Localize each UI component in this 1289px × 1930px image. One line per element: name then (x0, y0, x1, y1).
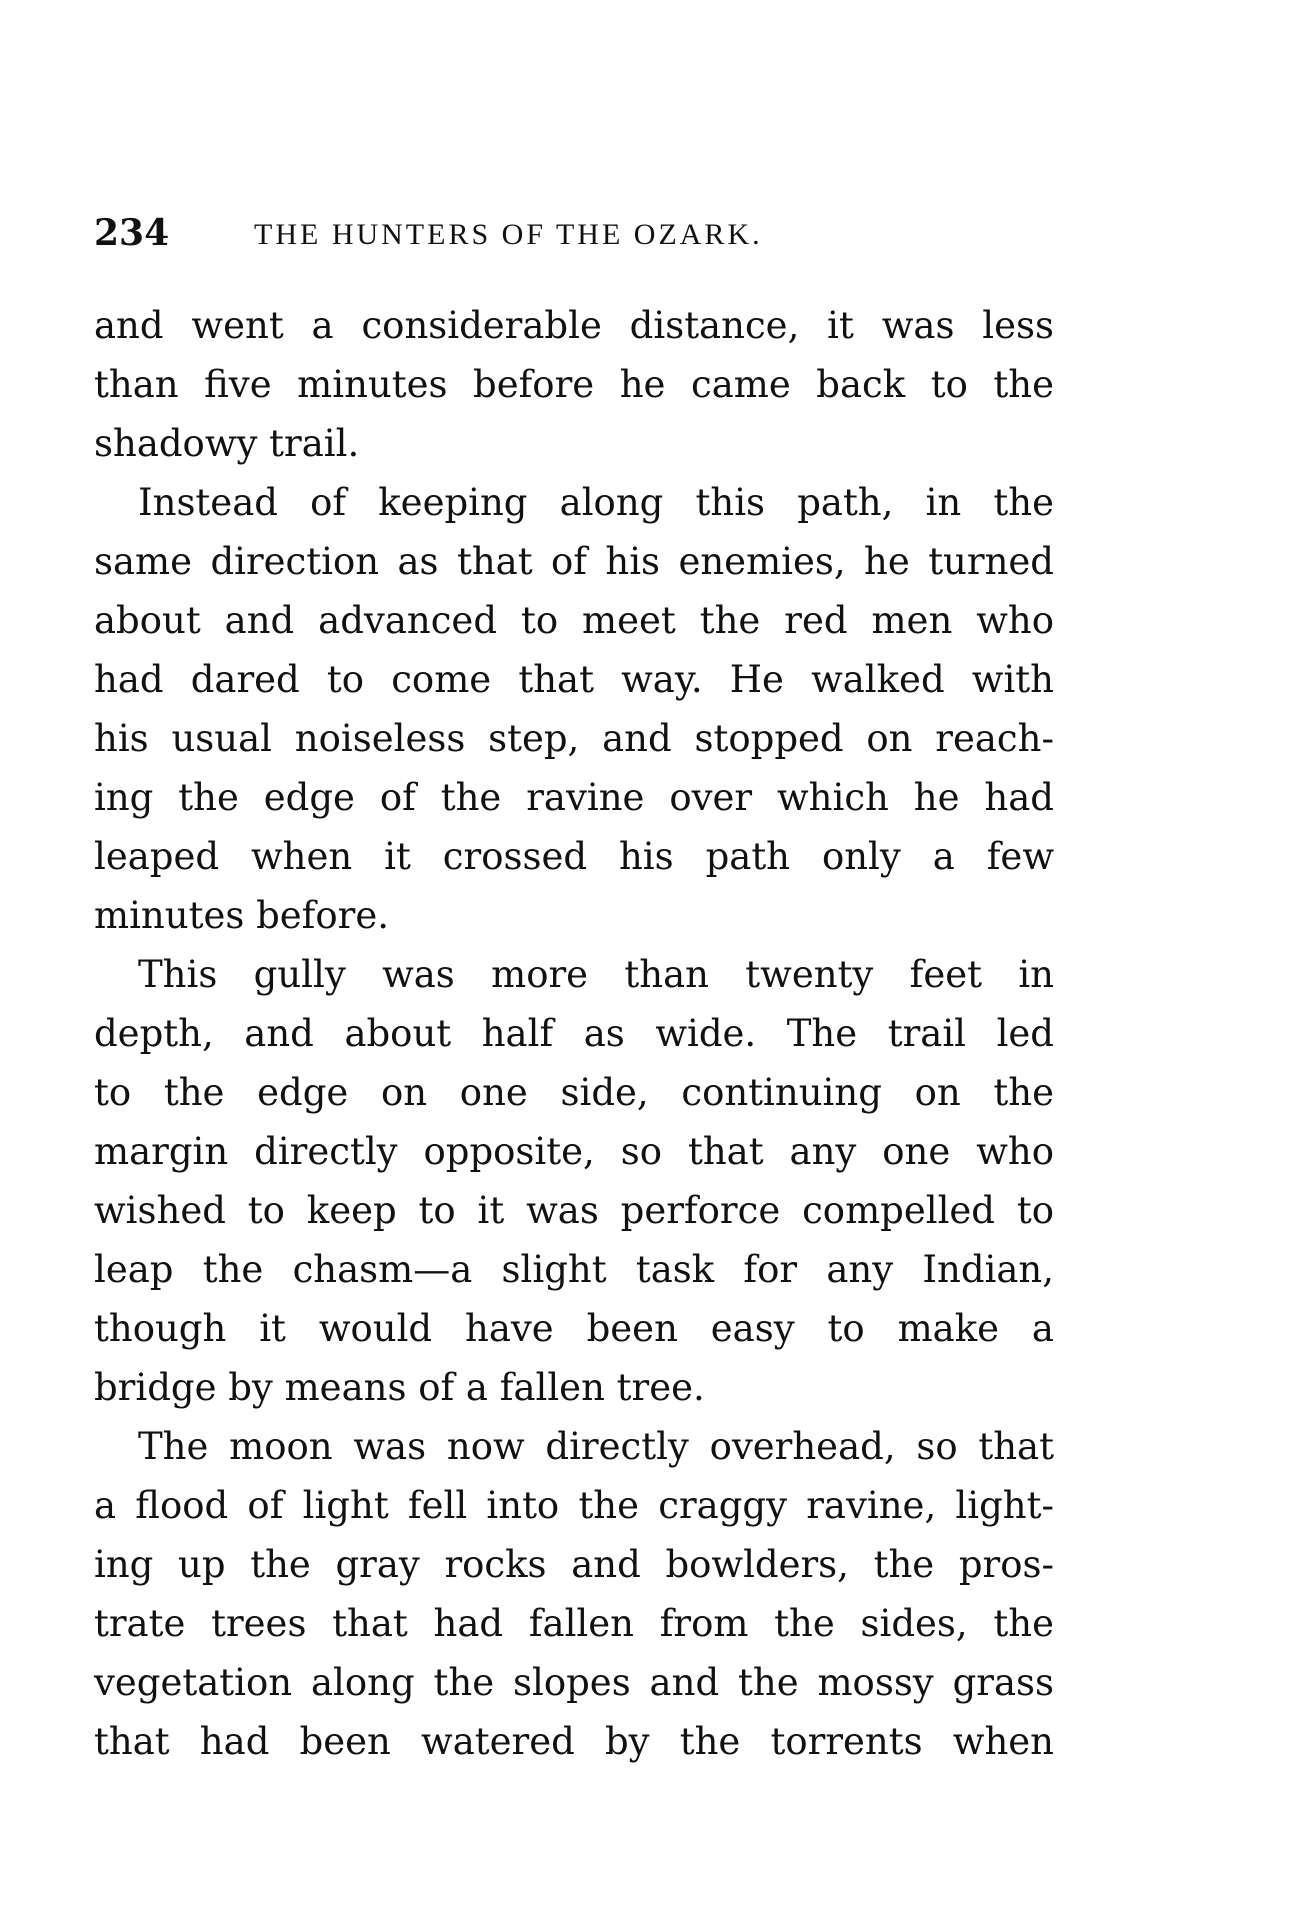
text-line: This gully was more than twenty feet in (138, 953, 1054, 996)
text-line: a flood of light fell into the craggy ravine, light- (94, 1484, 1054, 1527)
text-line: The moon was now directly overhead, so that (138, 1425, 1054, 1468)
text-line: margin directly opposite, so that any one who (94, 1130, 1054, 1173)
text-line: same direction as that of his enemies, he turned (94, 540, 1054, 583)
text-line: wished to keep to it was perforce compelled to (94, 1189, 1054, 1232)
text-line: ing up the gray rocks and bowlders, the pros- (94, 1543, 1054, 1586)
text-line: leap the chasm—a slight task for any Indian, (94, 1248, 1054, 1291)
text-line: his usual noiseless step, and stopped on reach- (94, 717, 1054, 760)
body-text (94, 296, 1054, 1771)
page-number: 234 (94, 212, 170, 254)
text-line: depth, and about half as wide. The trail led (94, 1012, 1054, 1055)
text-line: trate trees that had fallen from the sides, the (94, 1602, 1054, 1645)
text-line: than five minutes before he came back to the (94, 363, 1054, 406)
text-line: bridge by means of a fallen tree. (94, 1366, 705, 1409)
text-line: minutes before. (94, 894, 389, 937)
text-line: ing the edge of the ravine over which he had (94, 776, 1054, 819)
text-line: vegetation along the slopes and the mossy grass (94, 1661, 1054, 1704)
text-line: to the edge on one side, continuing on the (94, 1071, 1054, 1114)
text-line: had dared to come that way. He walked with (94, 658, 1054, 701)
text-line: that had been watered by the torrents when (94, 1720, 1054, 1763)
text-line: about and advanced to meet the red men who (94, 599, 1054, 642)
text-line: and went a considerable distance, it was less (94, 304, 1054, 347)
text-line: though it would have been easy to make a (94, 1307, 1054, 1350)
text-line: leaped when it crossed his path only a few (94, 835, 1054, 878)
text-line: Instead of keeping along this path, in the (138, 481, 1054, 524)
page-header (94, 212, 1054, 262)
text-line: shadowy trail. (94, 422, 360, 465)
running-title: THE HUNTERS OF THE OZARK. (254, 218, 763, 251)
